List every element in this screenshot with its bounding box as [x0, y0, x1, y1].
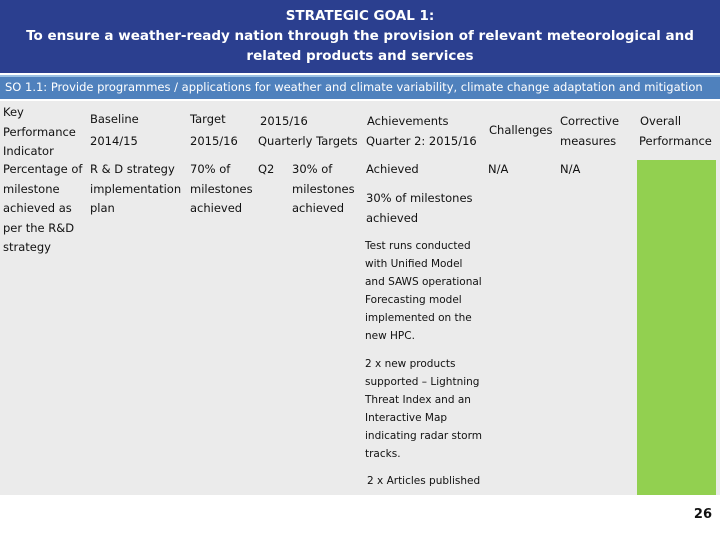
slide-number: 26 [693, 507, 712, 522]
row-target: 70% of milestones achieved [190, 162, 253, 215]
header-corrective-measures: Corrective measures [560, 114, 620, 148]
goal-title: STRATEGIC GOAL 1: [285, 8, 435, 24]
row-achieved-percentage: 30% of milestones achieved [366, 191, 473, 225]
strategic-objective-text: SO 1.1: Provide programmes / applications for weather and climate variability, climate change adaptation and mitigation [5, 80, 703, 94]
row-achieved: Achieved [366, 162, 419, 176]
row-corrective: N/A [560, 162, 581, 176]
goal-desc-line2: related products and services [246, 48, 474, 64]
header-achievements: Achievements Quarter 2: 2015/16 [366, 114, 477, 148]
header-quarterly-targets: 2015/16 Quarterly Targets [258, 114, 358, 148]
row-kpi: Percentage of milestone achieved as per the R&D strategy [3, 162, 83, 254]
header-target: Target 2015/16 [190, 112, 238, 148]
slide-header [0, 0, 720, 73]
goal-desc-line1: To ensure a weather-ready nation through the provision of relevant meteorological and [26, 28, 694, 44]
row-baseline: R & D strategy implementation plan [90, 162, 182, 215]
header-challenges: Challenges [489, 123, 553, 137]
header-baseline: Baseline 2014/15 [90, 112, 139, 148]
row-quarter: Q2 [258, 162, 275, 176]
row-new-products: 2 x new products supported – Lightning Threat Index and an Interactive Map indicating radar storm tracks. [365, 358, 482, 460]
row-challenges: N/A [488, 162, 509, 176]
header-kpi: Key Performance Indicator [3, 105, 76, 158]
row-articles: 2 x Articles published [367, 475, 481, 487]
header-overall-performance: Overall Performance [639, 114, 712, 148]
strategic-objective-bar [0, 75, 720, 99]
row-quarter-target: 30% of milestones achieved [292, 162, 355, 215]
row-test-runs: Test runs conducted with Unified Model and SAWS operational Forecasting model implemented on the new HPC. [365, 240, 482, 342]
overall-performance-indicator [637, 160, 716, 495]
